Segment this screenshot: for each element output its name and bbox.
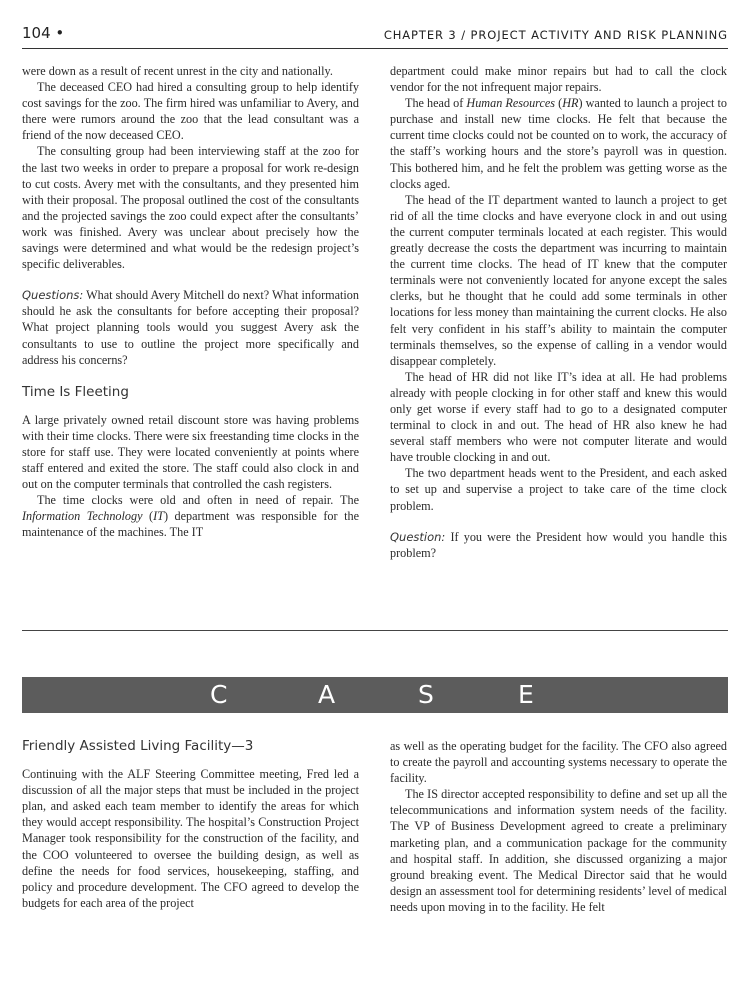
section-title-time-is-fleeting: Time Is Fleeting <box>22 383 129 400</box>
question-text: If you were the President how would you handle this problem? <box>390 529 727 560</box>
column-top-right <box>390 63 727 561</box>
case-letter: S <box>418 680 434 709</box>
paragraph: The IS director accepted responsibility to define and set up all the telecommunications and information system needs of the facility. The VP of Business Development agreed to create a preliminary marketing plan, and a communication package for the community and hospital staff. In addition, she discussed organizing a major ground breaking event. The Medical Director said that he would design an assessment tool for determining residents’ level of medical needs upon moving in to the facility. He felt <box>390 787 727 914</box>
page-header <box>22 22 728 49</box>
case-letter: E <box>518 680 534 709</box>
paragraph: A large privately owned retail discount store was having problems with their time clocks. There were six freestanding time clocks in the store for staff use. They were located conveniently at points where staff entered and exited the store. The staff could also clock in and out on the computer terminals that controlled the cash registers. <box>22 412 359 492</box>
column-bottom-right <box>390 738 727 915</box>
question-label: Question: <box>390 529 446 544</box>
case-letter: A <box>318 680 336 709</box>
questions-text: What should Avery Mitchell do next? What information should he ask the consultants for before accepting their proposal? What project planning tools would you suggest Avery ask the consultants to use to outline the project more specifically and address his concerns? <box>22 288 359 367</box>
section-divider <box>22 630 728 631</box>
case-letter: C <box>210 680 228 709</box>
questions-label: Questions: <box>22 288 84 303</box>
chapter-title: CHAPTER 3 / PROJECT ACTIVITY AND RISK PLANNING <box>383 28 728 42</box>
column-bottom-left <box>22 738 359 911</box>
page-number: 104 • <box>22 24 65 42</box>
paragraph: The head of Human Resources (HR) wanted to launch a project to purchase and install new time clocks. He felt that because the current time clocks could not be counted on to work, the accuracy of the staff’s working hours and the store’s payroll was in question. This bothered him, and he felt the problem was getting worse as the clocks aged. <box>390 96 727 191</box>
paragraph: Continuing with the ALF Steering Committee meeting, Fred led a discussion of all the major steps that must be included in the project plan, and asked each team member to identify the areas for which they would accept responsibility. The hospital’s Construction Project Manager took responsibility for the construction of the facility, and the COO volunteered to oversee the building design, as well as define the needs for food services, housekeeping, staffing, and policy and procedure development. The CFO agreed to develop the budgets for each area of the project <box>22 767 359 910</box>
paragraph: were down as a result of recent unrest in the city and nationally. <box>22 64 333 78</box>
paragraph: The two department heads went to the President, and each asked to set up and supervise a project to take care of the time clock problem. <box>390 466 727 513</box>
paragraph: The deceased CEO had hired a consulting group to help identify cost savings for the zoo. The firm hired was unfamiliar to Avery, and there were rumors around the zoo that the lead consultant was a friend of the now deceased CEO. <box>22 80 359 143</box>
case-banner <box>22 677 728 713</box>
column-top-left <box>22 63 359 541</box>
paragraph: as well as the operating budget for the facility. The CFO also agreed to create the payroll and accounting systems necessary to operate the facility. <box>390 739 727 786</box>
paragraph: The head of HR did not like IT’s idea at all. He had problems already with people clocking in for other staff and knew this would only get worse if every staff had to go to a designated computer terminal to clock in and out. The head of HR also knew he had several staff members who were not computer literate and would have trouble clocking in and out. <box>390 369 727 465</box>
case-title: Friendly Assisted Living Facility—3 <box>22 738 254 754</box>
paragraph: The consulting group had been interviewing staff at the zoo for the last two weeks in order to prepare a proposal for work re-design to cut costs. Avery met with the consultants, and they presented him with their proposal. The proposal outlined the cost of the consultants and the projected savings the zoo could expect after the consultants’ work was finished. Avery was unclear about precisely how the savings were determined and what would be the redesign project’s specific deliverables. <box>22 144 359 272</box>
question-paragraph <box>390 529 727 561</box>
paragraph: The head of the IT department wanted to launch a project to get rid of all the time clocks and have everyone clock in and out using the current computer terminals located at each register. This would greatly decrease the costs the department was incurring to maintain the current time clocks. The head of IT knew that the computer terminals were not conveniently located for anyone except the sales clerks, but he thought that he could add some terminals in other locations for less money than maintaining the current clocks. He also felt very confident in his staff’s ability to maintain the computer terminals themselves, so the expense of calling in a vendor would disappear completely. <box>390 192 727 368</box>
paragraph: department could make minor repairs but had to call the clock vendor for the not infrequent major repairs. <box>390 64 727 95</box>
paragraph: The time clocks were old and often in need of repair. The Information Technology (IT) department was responsible for the maintenance of the machines. The IT <box>22 493 359 540</box>
questions-paragraph <box>22 287 359 367</box>
